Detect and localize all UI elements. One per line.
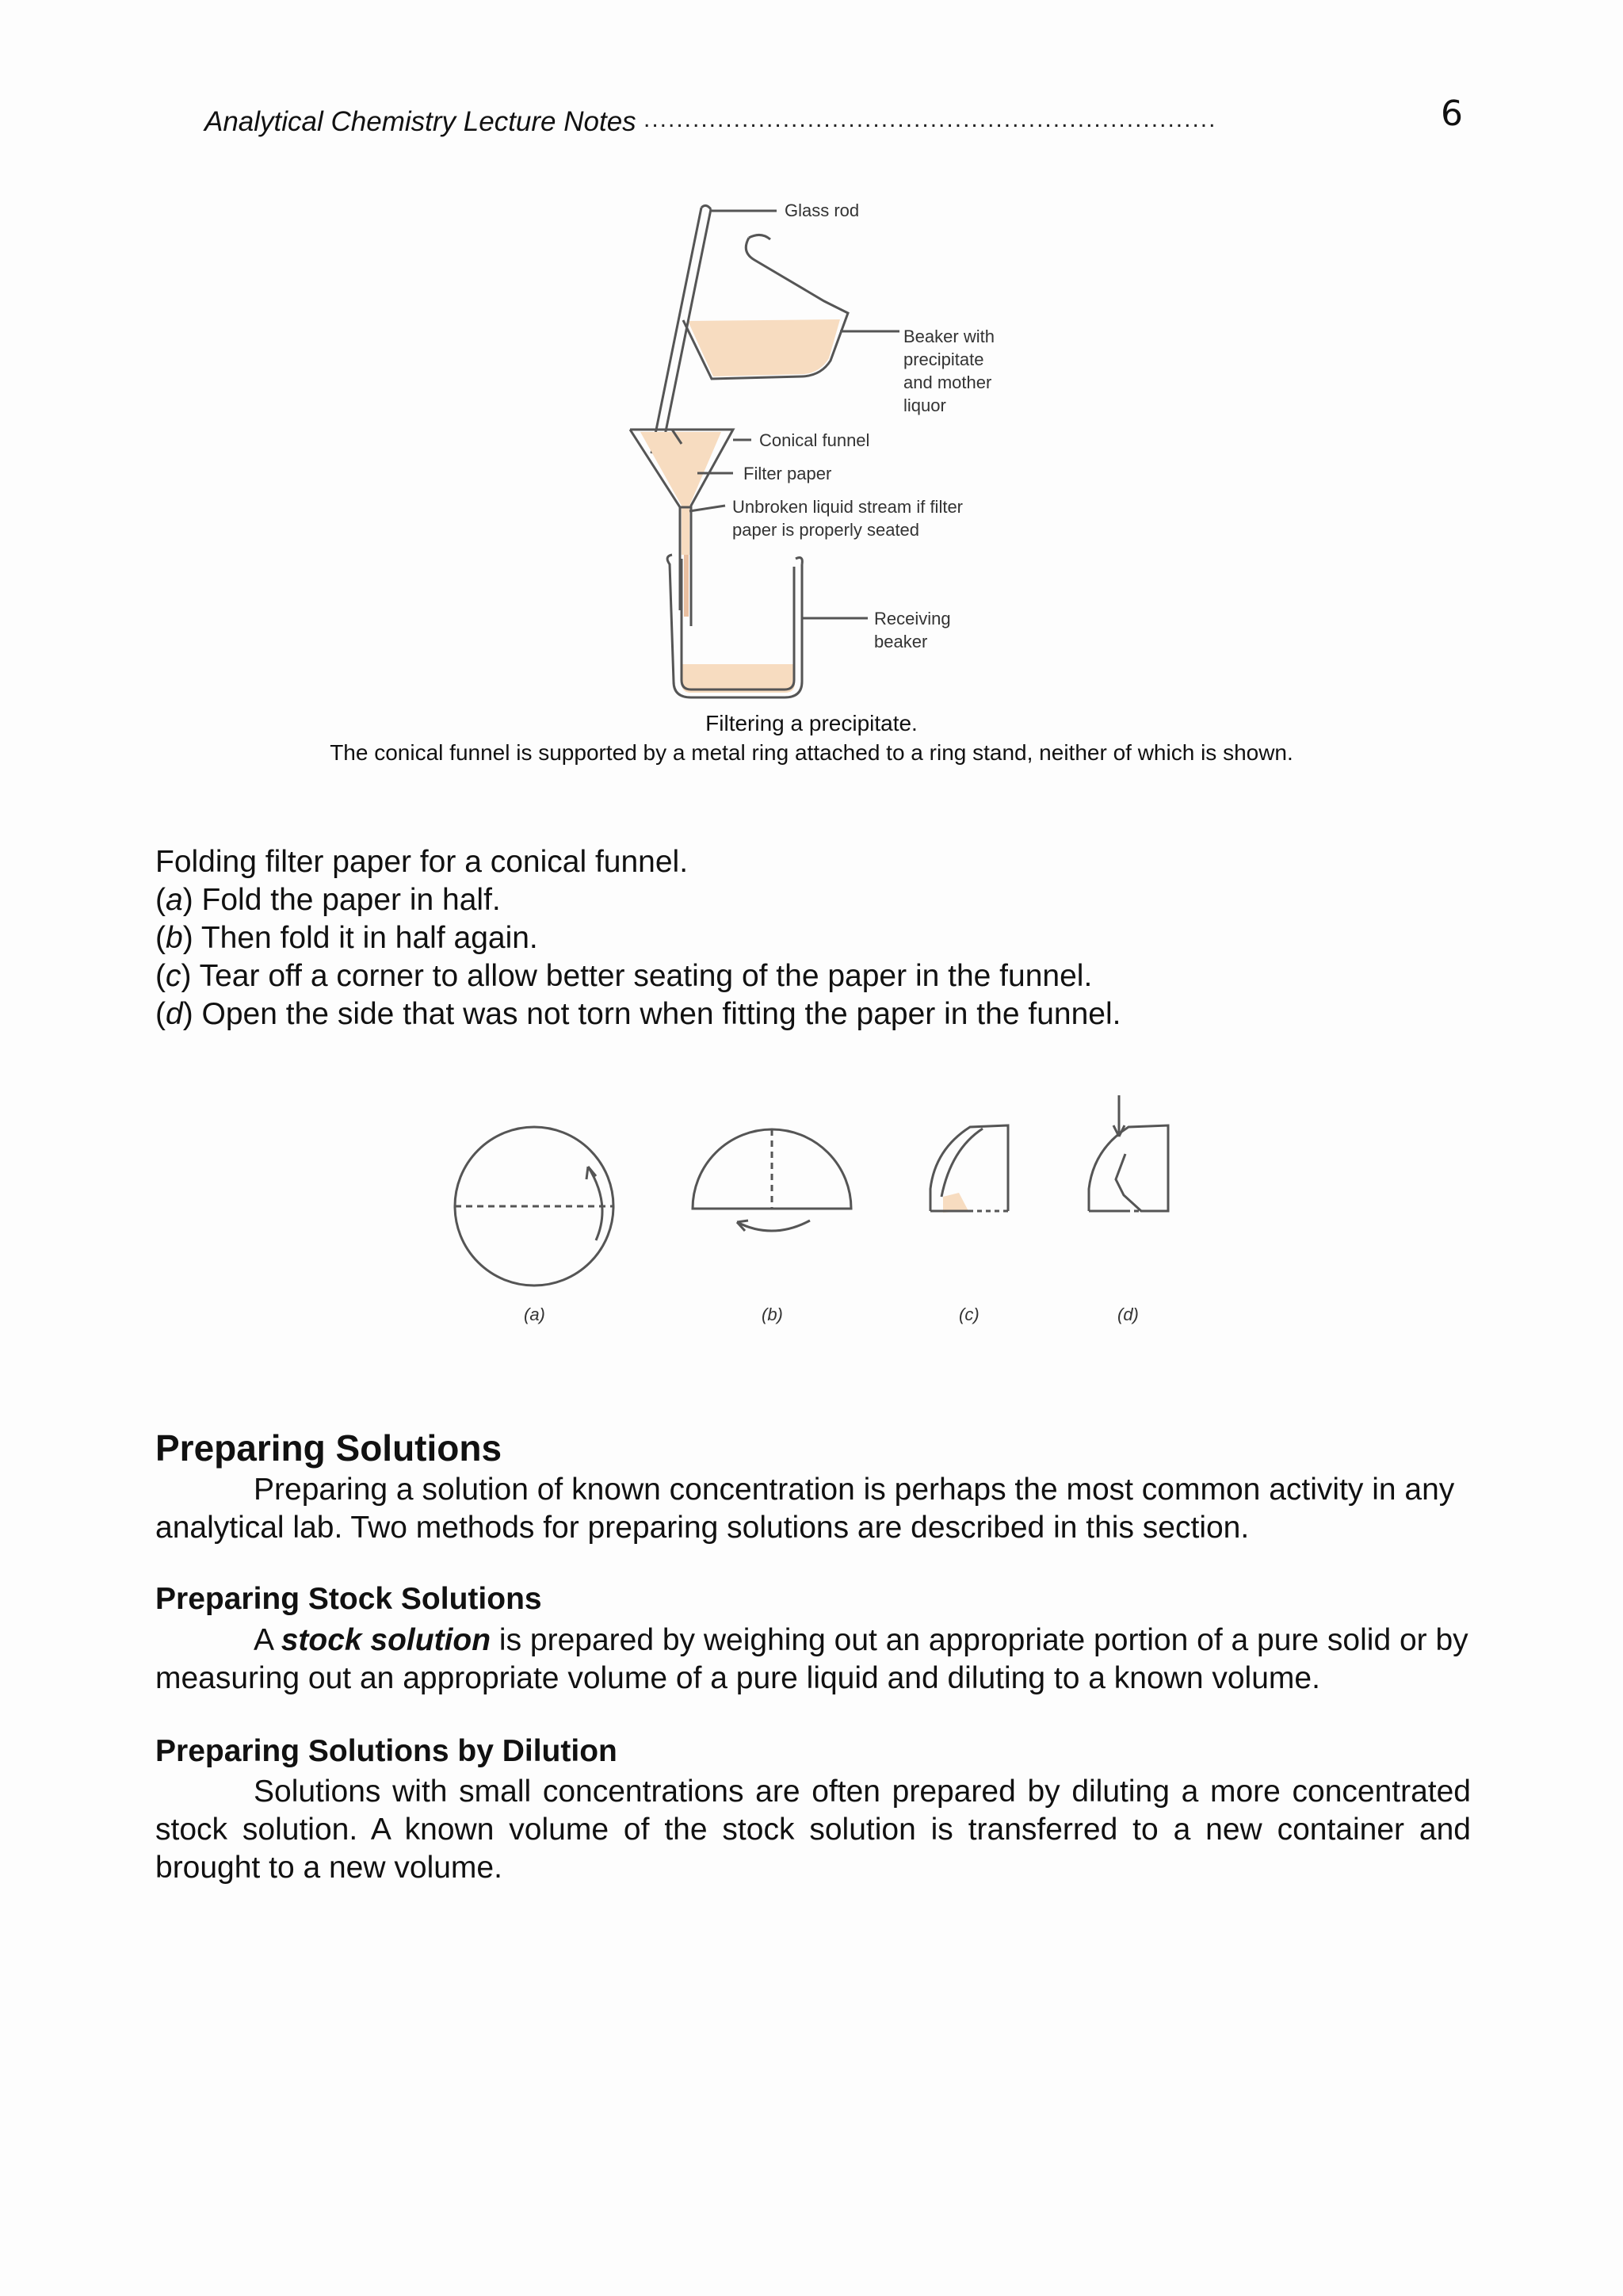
label-beaker-with-2: precipitate: [903, 350, 984, 369]
preparing-solutions-paragraph: Preparing a solution of known concentration is perhaps the most common activity in any analytical lab. Two methods for preparing solutions are described in this section.: [155, 1473, 1455, 1545]
label-unbroken-stream-1: Unbroken liquid stream if filter: [732, 497, 964, 517]
section-heading-preparing-solutions: Preparing Solutions: [155, 1427, 502, 1469]
label-beaker-with-1: Beaker with: [903, 327, 995, 346]
panel-label-a: (a): [524, 1305, 545, 1324]
dilution-paragraph: Solutions with small concentrations are often prepared by diluting a more concentrated stock solution. A known volume of the stock solution is transferred to a new container and brought to a new volume.: [155, 1775, 1471, 1885]
page-number: 6: [1441, 94, 1463, 134]
label-glass-rod: Glass rod: [785, 201, 860, 220]
filtering-figure: [0, 0, 1623, 713]
label-filter-paper: Filter paper: [743, 464, 832, 483]
subheading-dilution: Preparing Solutions by Dilution: [155, 1734, 617, 1768]
term-stock-solution: stock solution: [281, 1623, 491, 1657]
pouring-beaker-liquid: [688, 319, 840, 376]
label-conical-funnel: Conical funnel: [759, 430, 870, 450]
folding-title: Folding filter paper for a conical funnel.: [155, 845, 689, 879]
label-beaker-with-4: liquor: [903, 395, 946, 415]
subheading-stock-solutions: Preparing Stock Solutions: [155, 1582, 542, 1616]
arrow-down-icon: [1113, 1095, 1125, 1137]
paper-quarter-c-tear: [943, 1193, 968, 1213]
folding-figure: [0, 1078, 1623, 1339]
running-title: Analytical Chemistry Lecture Notes: [204, 106, 636, 137]
label-receiving-beaker-1: Receiving: [874, 609, 951, 628]
stock-solutions-paragraph: A stock solution is prepared by weighing out an appropriate portion of a pure solid or by measuring out an appropriate volume of a pure liquid and diluting to a known volume.: [155, 1623, 1468, 1695]
folding-instructions: [155, 843, 1471, 1033]
folding-step-a: (a) Fold the paper in half.: [155, 883, 501, 917]
panel-label-b: (b): [762, 1305, 783, 1324]
folding-step-c: (c) Tear off a corner to allow better seating of the paper in the funnel.: [155, 959, 1093, 993]
paper-quarter-d: [1089, 1125, 1168, 1211]
folding-step-b: (b) Then fold it in half again.: [155, 921, 538, 955]
panel-label-d: (d): [1117, 1305, 1139, 1324]
panel-label-c: (c): [959, 1305, 980, 1324]
label-unbroken-stream-2: paper is properly seated: [732, 520, 920, 540]
header-dots: ......................................................................: [643, 106, 1217, 132]
figure-caption-note: The conical funnel is supported by a metal ring attached to a ring stand, neither of which is shown.: [330, 740, 1293, 765]
label-beaker-with-3: and mother: [903, 372, 992, 392]
figure-caption-title: Filtering a precipitate.: [705, 711, 918, 735]
folding-step-d: (d) Open the side that was not torn when fitting the paper in the funnel.: [155, 997, 1121, 1031]
label-receiving-beaker-2: beaker: [874, 632, 928, 651]
